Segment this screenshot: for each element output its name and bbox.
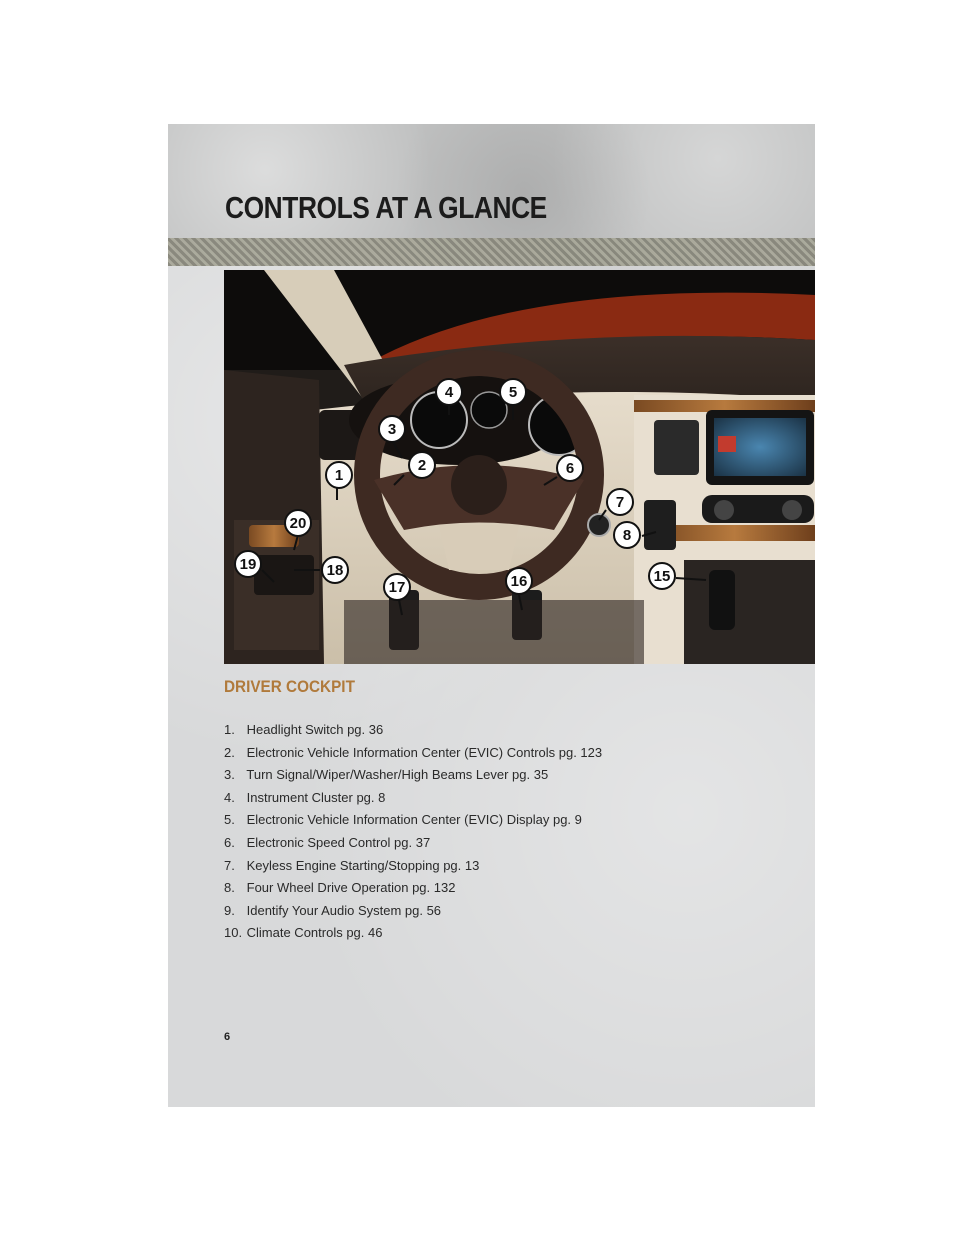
item-text: Keyless Engine Starting/Stopping pg. 13 bbox=[246, 857, 480, 873]
list-item bbox=[224, 809, 602, 832]
callout-17: 17 bbox=[383, 573, 411, 601]
list-item bbox=[224, 742, 602, 765]
item-text: Electronic Speed Control pg. 37 bbox=[246, 834, 431, 850]
carbon-fiber-strip bbox=[168, 238, 815, 266]
list-item bbox=[224, 719, 602, 742]
list-item bbox=[224, 787, 602, 810]
item-number: 7. bbox=[224, 857, 235, 873]
item-number: 9. bbox=[224, 902, 235, 918]
item-text: Identify Your Audio System pg. 56 bbox=[246, 902, 442, 918]
callout-18: 18 bbox=[321, 556, 349, 584]
item-number: 1. bbox=[224, 722, 235, 737]
item-number: 5. bbox=[224, 812, 235, 828]
cockpit-drawing bbox=[224, 270, 815, 664]
page-number: 6 bbox=[224, 1031, 231, 1043]
driver-cockpit-illustration bbox=[224, 270, 815, 664]
callout-20: 20 bbox=[284, 509, 312, 537]
list-item bbox=[224, 832, 602, 855]
callout-4: 4 bbox=[435, 378, 463, 406]
item-number: 8. bbox=[224, 880, 235, 896]
callout-3: 3 bbox=[378, 415, 406, 443]
list-item bbox=[224, 877, 602, 900]
item-number: 2. bbox=[224, 744, 235, 760]
item-text: Electronic Vehicle Information Center (EVIC) Display pg. 9 bbox=[246, 812, 582, 828]
callout-6: 6 bbox=[556, 454, 584, 482]
list-item bbox=[224, 855, 602, 878]
item-text: Turn Signal/Wiper/Washer/High Beams Lever pg. 35 bbox=[246, 767, 549, 783]
item-number: 3. bbox=[224, 767, 235, 783]
item-number: 6. bbox=[224, 834, 235, 850]
list-item bbox=[224, 900, 602, 923]
section-heading: DRIVER COCKPIT bbox=[224, 677, 355, 696]
page-title: CONTROLS AT A GLANCE bbox=[225, 190, 547, 225]
item-text: Headlight Switch pg. 36 bbox=[246, 722, 384, 737]
callout-2: 2 bbox=[408, 451, 436, 479]
item-text: Four Wheel Drive Operation pg. 132 bbox=[246, 880, 456, 896]
item-number: 10. bbox=[224, 925, 243, 941]
list-item bbox=[224, 922, 602, 945]
item-text: Electronic Vehicle Information Center (EVIC) Controls pg. 123 bbox=[246, 744, 603, 760]
callout-15: 15 bbox=[648, 562, 676, 590]
manual-page bbox=[168, 124, 815, 1107]
controls-list bbox=[224, 719, 602, 945]
item-number: 4. bbox=[224, 789, 235, 805]
callout-16: 16 bbox=[505, 567, 533, 595]
callout-8: 8 bbox=[613, 521, 641, 549]
item-text: Climate Controls pg. 46 bbox=[246, 925, 383, 941]
list-item bbox=[224, 764, 602, 787]
callout-19: 19 bbox=[234, 550, 262, 578]
callout-7: 7 bbox=[606, 488, 634, 516]
callout-5: 5 bbox=[499, 378, 527, 406]
item-text: Instrument Cluster pg. 8 bbox=[246, 789, 386, 805]
callout-1: 1 bbox=[325, 461, 353, 489]
